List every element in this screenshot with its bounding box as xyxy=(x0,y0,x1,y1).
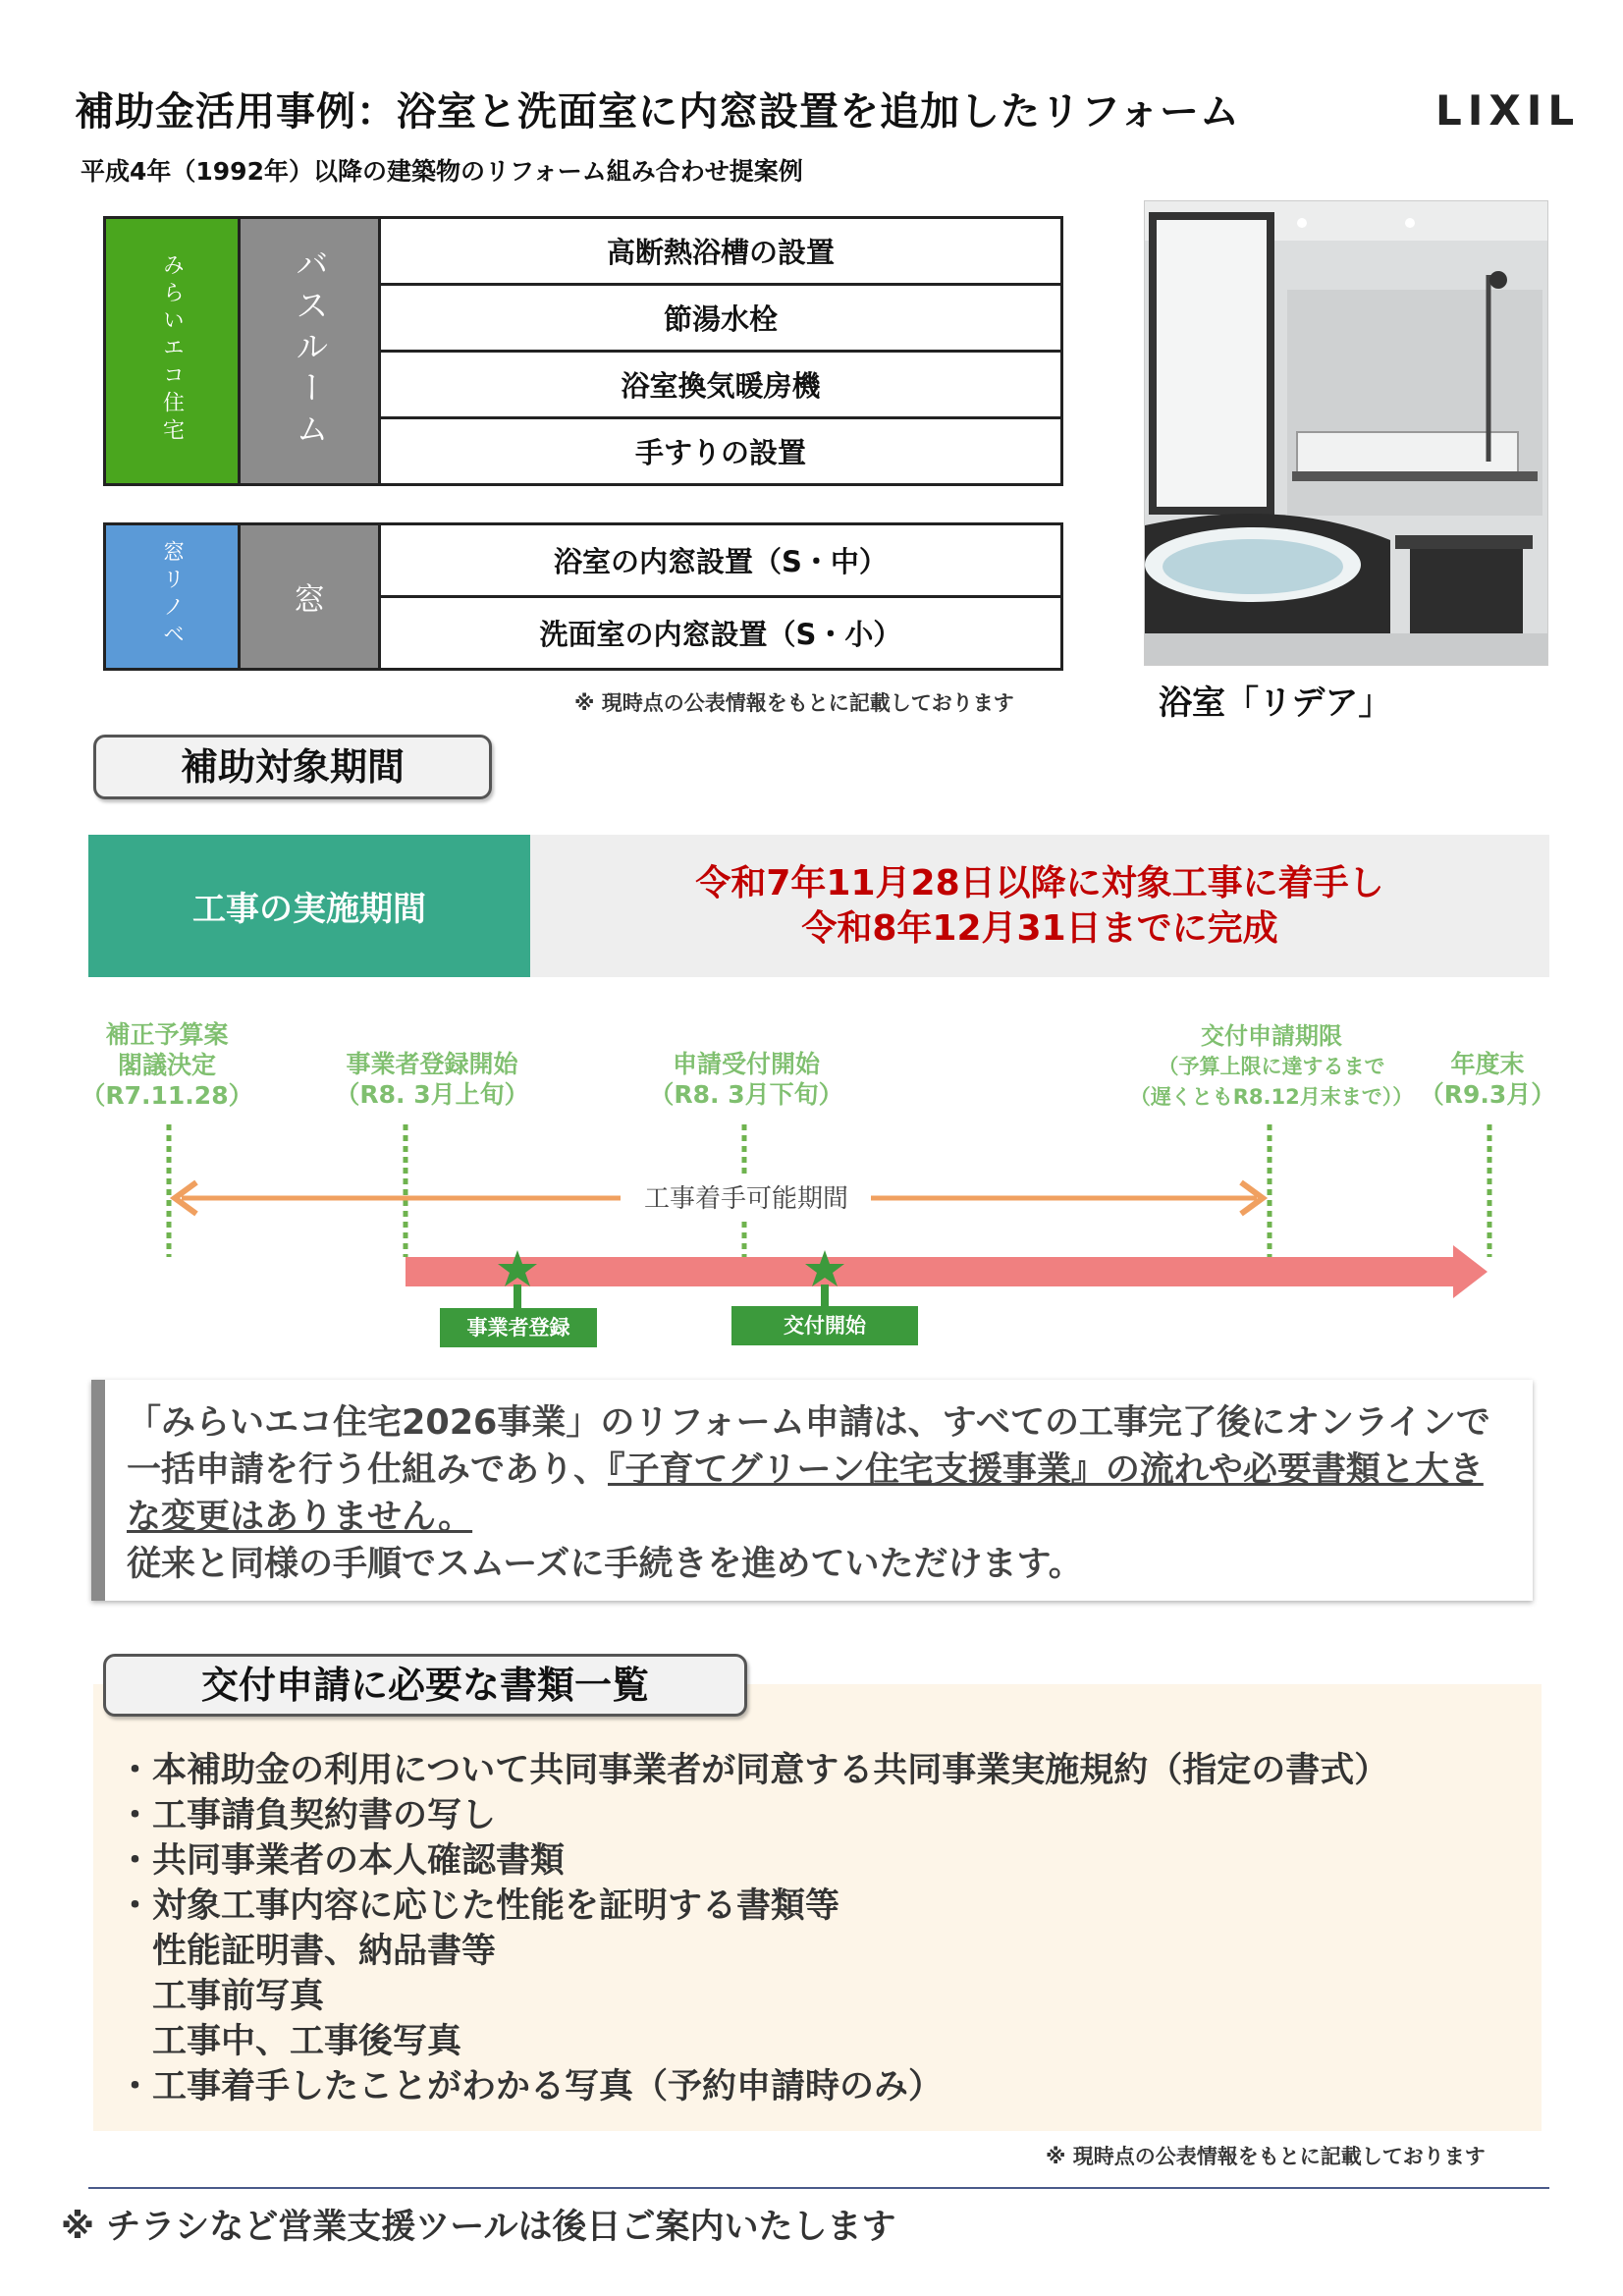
item-cell: 高断熱浴槽の設置 xyxy=(380,218,1062,285)
construction-period-label: 工事着手可能期間 xyxy=(643,1184,848,1214)
list-item: ・共同事業者の本人確認書類 xyxy=(118,1841,566,1881)
page-subtitle: 平成4年（1992年）以降の建築物のリフォーム組み合わせ提案例 xyxy=(81,157,803,186)
list-item: ・工事着手したことがわかる写真（予約申請時のみ） xyxy=(118,2067,944,2106)
bathroom-illustration xyxy=(1145,201,1547,665)
subcategory-label: 窓 xyxy=(293,579,325,618)
milestone-line: （R8. 3月上旬） xyxy=(335,1080,529,1109)
period-label: 工事の実施期間 xyxy=(88,835,530,977)
public-info-note: ※ 現時点の公表情報をもとに記載しております xyxy=(574,691,1014,715)
badge-payment-start: 交付開始 xyxy=(731,1306,918,1345)
footer-divider xyxy=(88,2187,1549,2189)
item-cell: 洗面室の内窓設置（S・小） xyxy=(380,597,1062,670)
category-mado-renove xyxy=(105,524,240,670)
photo-caption: 浴室「リデア」 xyxy=(1159,683,1392,723)
message-text: 従来と同様の手順でスムーズに手続きを進めていただけます。 xyxy=(127,1545,1083,1584)
period-line-1: 令和7年11月28日以降に対象工事に着手し xyxy=(695,862,1384,903)
lixil-logo: LIXIL xyxy=(1435,86,1581,135)
period-dates xyxy=(530,835,1549,977)
milestone-line: （遅くともR8.12月末まで）） xyxy=(1129,1085,1414,1109)
documents-list xyxy=(118,1748,1388,2109)
item-cell: 浴室換気暖房機 xyxy=(380,352,1062,418)
milestone-application-deadline xyxy=(1114,1021,1429,1113)
milestone-line: 事業者登録開始 xyxy=(346,1050,518,1078)
period-heading: 補助対象期間 xyxy=(93,735,492,799)
list-item: ・対象工事内容に応じた性能を証明する書類等 xyxy=(118,1886,840,1926)
public-info-note: ※ 現時点の公表情報をもとに記載しております xyxy=(1046,2145,1486,2168)
period-line-2: 令和8年12月31日までに完成 xyxy=(801,907,1278,949)
milestone-line: 交付申請期限 xyxy=(1201,1022,1342,1050)
category-label: 窓リノベ xyxy=(159,539,185,650)
badge-business-registration: 事業者登録 xyxy=(440,1308,597,1347)
item-cell: 節湯水栓 xyxy=(380,285,1062,352)
category-label: みらいエコ住宅 xyxy=(159,252,185,446)
subcategory-window xyxy=(240,524,380,670)
milestone-line: （R7.11.28） xyxy=(81,1081,253,1110)
item-cell: 浴室の内窓設置（S・中） xyxy=(380,524,1062,597)
bathroom-items-table xyxy=(103,216,1063,486)
milestone-business-registration xyxy=(324,1049,540,1110)
milestone-line: （予算上限に達するまで xyxy=(1158,1055,1385,1078)
list-item: 性能証明書、納品書等 xyxy=(118,1932,497,1971)
milestone-line: 申請受付開始 xyxy=(672,1050,820,1078)
subcategory-bathroom xyxy=(240,218,380,485)
milestone-line: （R8. 3月下旬） xyxy=(649,1080,843,1109)
subcategory-label: バスルーム xyxy=(289,246,329,453)
list-item: 工事中、工事後写真 xyxy=(118,2022,462,2061)
bathroom-photo xyxy=(1144,200,1548,666)
milestone-fiscal-year-end xyxy=(1419,1049,1556,1110)
list-item: 工事前写真 xyxy=(118,1977,325,2016)
milestone-application-start xyxy=(638,1049,854,1110)
category-mirai-eco xyxy=(105,218,240,485)
milestone-cabinet-decision xyxy=(79,1019,255,1111)
info-message xyxy=(91,1380,1533,1601)
list-item: ・本補助金の利用について共同事業者が同意する共同事業実施規約（指定の書式） xyxy=(118,1751,1389,1790)
milestone-line: （R9.3月） xyxy=(1419,1080,1556,1109)
window-items-table xyxy=(103,522,1063,671)
footer-note: ※ チラシなど営業支援ツールは後日ご案内いたします xyxy=(61,2208,896,2247)
documents-heading: 交付申請に必要な書類一覧 xyxy=(103,1654,747,1717)
message-underlined: 『子育てグリーン住宅支援事業』の流れや必要書類と大きな変更はありません。 xyxy=(127,1450,1484,1537)
list-item: ・工事請負契約書の写し xyxy=(118,1796,497,1835)
message-text: 「みらいエコ住宅2026事業」のリフォーム申請は、すべての工事完了後にオンラインで一括申請を行う仕組みであり、 xyxy=(127,1403,1490,1490)
application-period-arrow xyxy=(406,1245,1488,1298)
item-cell: 手すりの設置 xyxy=(380,418,1062,485)
milestone-line: 年度末 xyxy=(1450,1050,1525,1078)
page-title: 補助金活用事例：浴室と洗面室に内窓設置を追加したリフォーム xyxy=(75,89,1240,135)
milestone-line: 閣議決定 xyxy=(117,1051,216,1079)
milestone-line: 補正予算案 xyxy=(105,1020,229,1049)
